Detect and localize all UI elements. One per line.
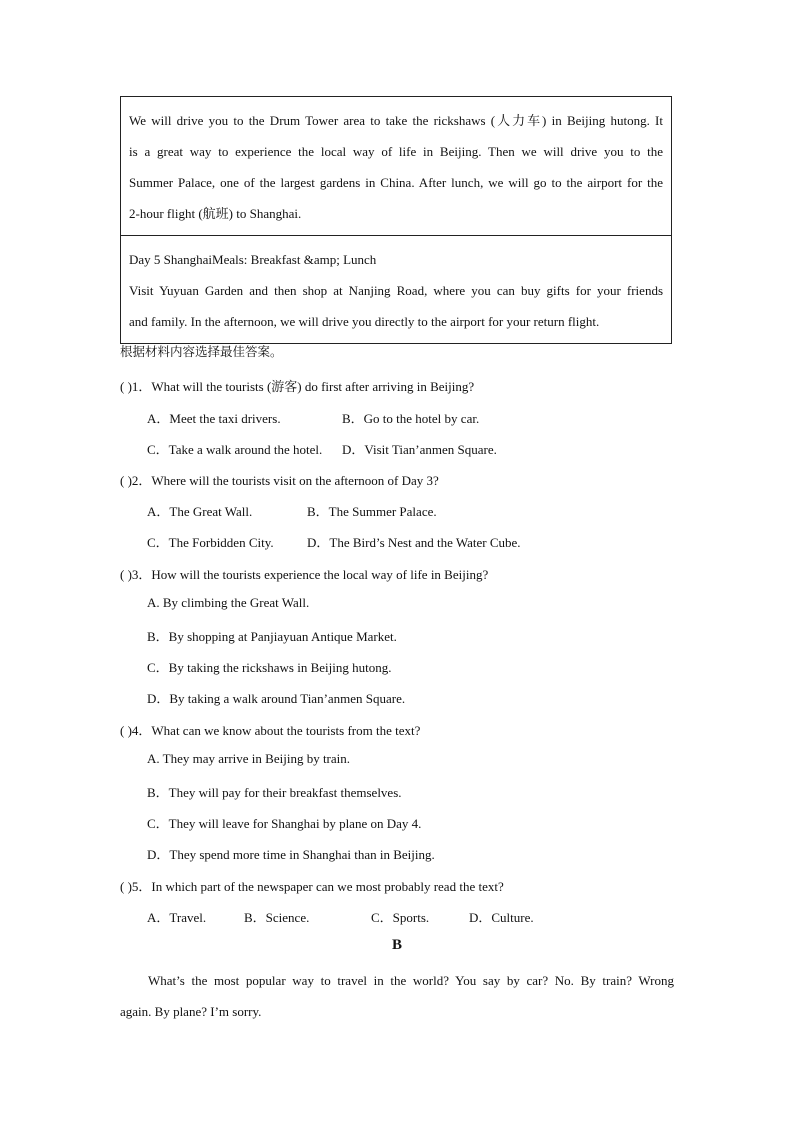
question-option: B．They will pay for their breakfast themselves. — [147, 785, 402, 800]
itinerary-text-line: Visit Yuyuan Garden and then shop at Nanjing Road, where you can buy gifts for your friends — [129, 283, 663, 298]
question-option: D．The Bird’s Nest and the Water Cube. — [307, 535, 521, 550]
question-option: B．The Summer Palace. — [307, 504, 437, 519]
itinerary-text-line: Summer Palace, one of the largest gardens in China. After lunch, we will go to the airport for the — [129, 175, 663, 190]
itinerary-table — [120, 96, 672, 344]
question-stem: ( )5．In which part of the newspaper can we most probably read the text? — [120, 879, 504, 894]
question-option: D．Culture. — [469, 910, 534, 925]
question-stem: ( )2．Where will the tourists visit on the afternoon of Day 3? — [120, 473, 439, 488]
question-option: B．Science. — [244, 910, 310, 925]
question-instruction: 根据材料内容选择最佳答案。 — [120, 344, 283, 359]
question-option: A．The Great Wall. — [147, 504, 253, 519]
question-option: C．Sports. — [371, 910, 430, 925]
question-option: B．By shopping at Panjiayuan Antique Market. — [147, 629, 397, 644]
question-stem: ( )3．How will the tourists experience the local way of life in Beijing? — [120, 567, 489, 582]
question-option: A．Travel. — [147, 910, 207, 925]
question-option: D．By taking a walk around Tian’anmen Square. — [147, 691, 406, 706]
question-option: A. They may arrive in Beijing by train. — [147, 751, 351, 766]
section-heading: B — [391, 937, 402, 953]
question-option: A．Meet the taxi drivers. — [147, 411, 281, 426]
itinerary-text-line: and family. In the afternoon, we will drive you directly to the airport for your return flight. — [129, 314, 600, 329]
itinerary-text-line: We will drive you to the Drum Tower area to take the rickshaws (人力车) in Beijing hutong. It — [129, 113, 663, 128]
itinerary-text-line: is a great way to experience the local way of life in Beijing. Then we will drive you to the — [129, 144, 663, 159]
paragraph-line: again. By plane? I’m sorry. — [120, 1004, 262, 1019]
question-stem: ( )1．What will the tourists (游客) do first after arriving in Beijing? — [120, 379, 475, 394]
paragraph-line: What’s the most popular way to travel in the world? You say by car? No. By train? Wrong — [148, 973, 674, 988]
itinerary-text-line: 2-hour flight (航班) to Shanghai. — [129, 206, 302, 221]
question-stem: ( )4．What can we know about the tourists from the text? — [120, 723, 421, 738]
question-option: C．Take a walk around the hotel. — [147, 442, 323, 457]
itinerary-day-heading: Day 5 ShanghaiMeals: Breakfast &amp; Lunch — [129, 252, 377, 267]
itinerary-row-day4 — [121, 97, 671, 235]
question-option: D．They spend more time in Shanghai than in Beijing. — [147, 847, 435, 862]
question-option: A. By climbing the Great Wall. — [147, 595, 310, 610]
question-option: C．They will leave for Shanghai by plane on Day 4. — [147, 816, 422, 831]
itinerary-row-day5 — [121, 235, 671, 343]
question-option: B．Go to the hotel by car. — [342, 411, 480, 426]
section-b-paragraph — [120, 965, 674, 1027]
question-option: C．The Forbidden City. — [147, 535, 274, 550]
question-option: D．Visit Tian’anmen Square. — [342, 442, 497, 457]
question-option: C．By taking the rickshaws in Beijing hutong. — [147, 660, 392, 675]
